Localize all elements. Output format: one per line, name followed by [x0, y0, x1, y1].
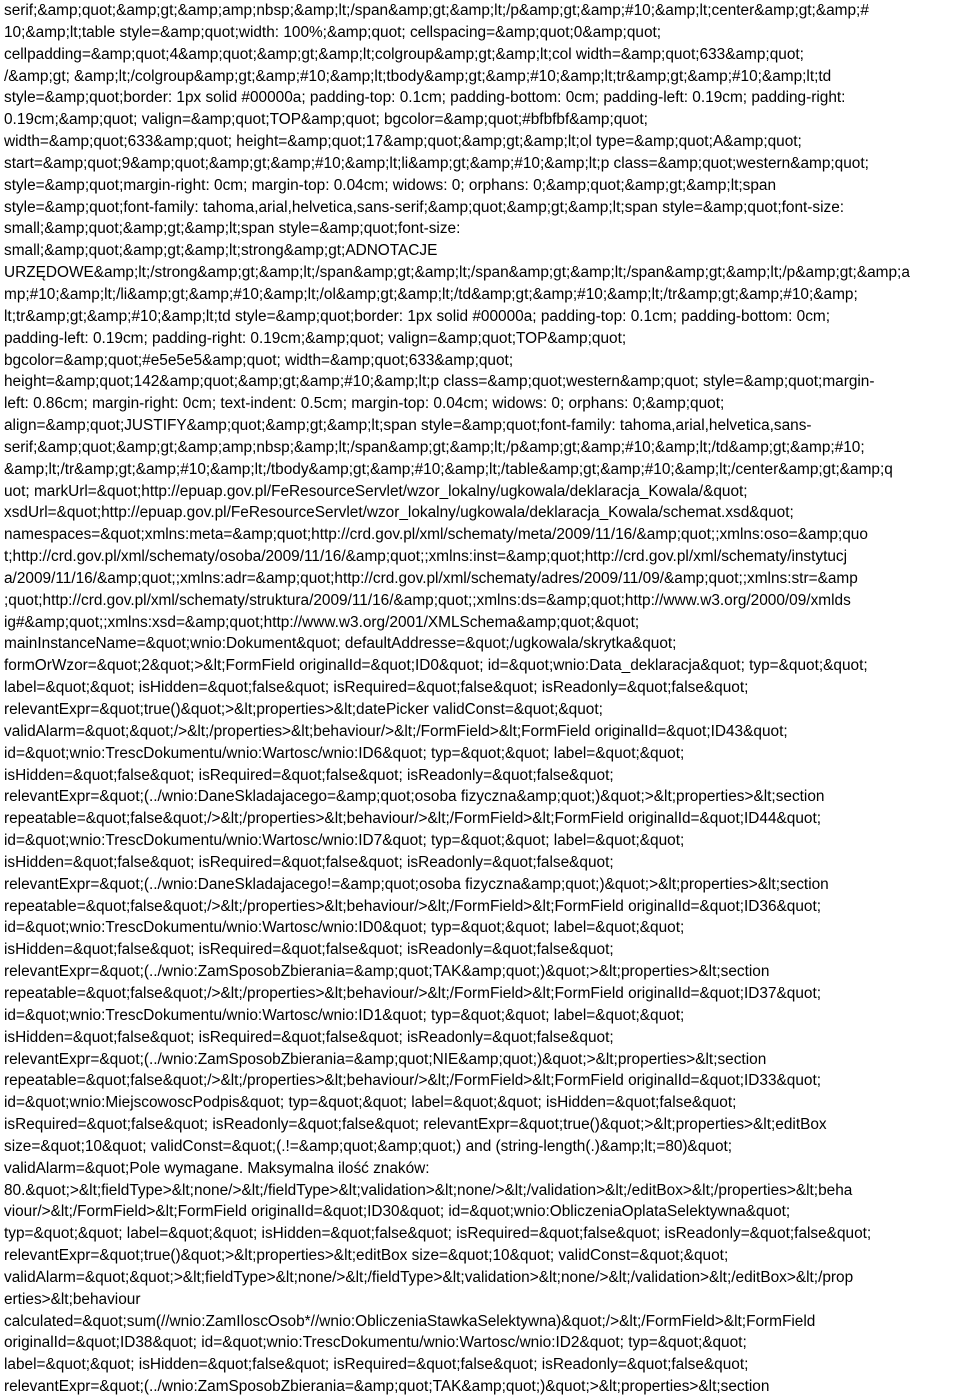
text-line: calculated=&quot;sum(//wnio:ZamIloscOsob*//wnio:ObliczeniaStawkaSelektywna)&quot;/>&lt;/FormField>&lt;FormField	[4, 1312, 816, 1330]
text-line: serif;&amp;quot;&amp;gt;&amp;amp;nbsp;&amp;lt;/span&amp;gt;&amp;lt;/p&amp;gt;&amp;#10;&amp;lt;/td&amp;gt;&amp;#10;	[4, 438, 865, 456]
text-line: relevantExpr=&quot;true()&quot;>&lt;properties>&lt;editBox size=&quot;10&quot; validConst=&quot;&quot;	[4, 1247, 729, 1265]
text-line: repeatable=&quot;false&quot;/>&lt;/properties>&lt;behaviour/>&lt;/FormField>&lt;FormField originalId=&quot;ID33&quot;	[4, 1072, 822, 1090]
text-line: label=&quot;&quot; isHidden=&quot;false&quot; isRequired=&quot;false&quot; isReadonly=&quot;false&quot;	[4, 679, 749, 697]
text-line: formOrWzor=&quot;2&quot;>&lt;FormField originalId=&quot;ID0&quot; id=&quot;wnio:Data_deklaracja&quot; typ=&quot;&quot;	[4, 657, 868, 675]
text-line: xsdUrl=&quot;http://epuap.gov.pl/FeResourceServlet/wzor_lokalny/ugkowala/deklaracja_Kowala/schemat.xsd&quot;	[4, 504, 794, 522]
text-line: bgcolor=&amp;quot;#e5e5e5&amp;quot; width=&amp;quot;633&amp;quot;	[4, 351, 514, 369]
text-line: isHidden=&quot;false&quot; isRequired=&quot;false&quot; isReadonly=&quot;false&quot;	[4, 766, 614, 784]
text-line: label=&quot;&quot; isHidden=&quot;false&quot; isRequired=&quot;false&quot; isReadonly=&quot;false&quot;	[4, 1356, 749, 1374]
text-line: mainInstanceName=&quot;wnio:Dokument&quot; defaultAddresse=&quot;/ugkowala/skrytka&quot;	[4, 635, 677, 653]
text-line: align=&amp;quot;JUSTIFY&amp;quot;&amp;gt;&amp;lt;span style=&amp;quot;font-family: tahoma,arial,helvetica,sans-	[4, 417, 812, 435]
text-line: URZĘDOWE&amp;lt;/strong&amp;gt;&amp;lt;/span&amp;gt;&amp;lt;/span&amp;gt;&amp;lt;/span&amp;gt;&amp;lt;/p&amp;gt;&amp;a	[4, 264, 910, 282]
text-line: 0.19cm;&amp;quot; valign=&amp;quot;TOP&amp;quot; bgcolor=&amp;quot;#bfbfbf&amp;quot;	[4, 111, 648, 129]
text-line: id=&quot;wnio:TrescDokumentu/wnio:Wartosc/wnio:ID7&quot; typ=&quot;&quot; label=&quot;&quot;	[4, 832, 685, 850]
text-line: repeatable=&quot;false&quot;/>&lt;/properties>&lt;behaviour/>&lt;/FormField>&lt;FormField originalId=&quot;ID36&quot;	[4, 897, 822, 915]
text-line: isRequired=&quot;false&quot; isReadonly=&quot;false&quot; relevantExpr=&quot;true()&quot;>&lt;properties>&lt;editBox	[4, 1116, 827, 1134]
text-line: a/2009/11/16/&amp;quot;;xmlns:adr=&amp;quot;http://crd.gov.pl/xml/schematy/adres/2009/11/09/&amp;quot;;xmlns:str=&amp	[4, 569, 858, 587]
text-line: height=&amp;quot;142&amp;quot;&amp;gt;&amp;#10;&amp;lt;p class=&amp;quot;western&amp;quot; style=&amp;quot;margin-	[4, 373, 875, 391]
text-line: /&amp;gt; &amp;lt;/colgroup&amp;gt;&amp;#10;&amp;lt;tbody&amp;gt;&amp;#10;&amp;lt;tr&amp;gt;&amp;#10;&amp;lt;td	[4, 67, 832, 85]
text-line: 80.&quot;>&lt;fieldType>&lt;none/>&lt;/fieldType>&lt;validation>&lt;none/>&lt;/validation>&lt;/editBox>&lt;/properties>&lt;beha	[4, 1181, 853, 1199]
text-line: size=&quot;10&quot; validConst=&quot;(.!=&amp;quot;&amp;quot;) and (string-length(.)&amp;lt;=80)&quot;	[4, 1137, 733, 1155]
text-line: small;&amp;quot;&amp;gt;&amp;lt;span style=&amp;quot;font-size:	[4, 220, 461, 238]
text-line: validAlarm=&quot;&quot;/>&lt;/properties>&lt;behaviour/>&lt;/FormField>&lt;FormField originalId=&quot;ID43&quot;	[4, 722, 788, 740]
text-line: isHidden=&quot;false&quot; isRequired=&quot;false&quot; isReadonly=&quot;false&quot;	[4, 941, 614, 959]
text-line: repeatable=&quot;false&quot;/>&lt;/properties>&lt;behaviour/>&lt;/FormField>&lt;FormField originalId=&quot;ID44&quot;	[4, 810, 822, 828]
text-line: relevantExpr=&quot;(../wnio:DaneSkladajacego!=&amp;quot;osoba fizyczna&amp;quot;)&quot;>&lt;properties>&lt;section	[4, 875, 829, 893]
text-line: width=&amp;quot;633&amp;quot; height=&amp;quot;17&amp;quot;&amp;gt;&amp;lt;ol type=&amp;quot;A&amp;quot;	[4, 133, 802, 151]
text-line: viour/>&lt;/FormField>&lt;FormField originalId=&quot;ID30&quot; id=&quot;wnio:ObliczeniaOplataSelektywna&quot;	[4, 1203, 791, 1221]
text-line: validAlarm=&quot;Pole wymagane. Maksymalna ilość znaków:	[4, 1159, 430, 1177]
text-line: padding-left: 0.19cm; padding-right: 0.19cm;&amp;quot; valign=&amp;quot;TOP&amp;quot;	[4, 329, 627, 347]
text-line: typ=&quot;&quot; label=&quot;&quot; isHidden=&quot;false&quot; isRequired=&quot;false&quot; isReadonly=&quot;false&quot;	[4, 1225, 872, 1243]
text-line: relevantExpr=&quot;(../wnio:ZamSposobZbierania=&amp;quot;NIE&amp;quot;)&quot;>&lt;properties>&lt;section	[4, 1050, 767, 1068]
text-line: small;&amp;quot;&amp;gt;&amp;lt;strong&amp;gt;ADNOTACJE	[4, 242, 438, 260]
text-line: originalId=&quot;ID38&quot; id=&quot;wnio:TrescDokumentu/wnio:Wartosc/wnio:ID2&quot; typ=&quot;&quot;	[4, 1334, 747, 1352]
text-line: id=&quot;wnio:TrescDokumentu/wnio:Wartosc/wnio:ID1&quot; typ=&quot;&quot; label=&quot;&quot;	[4, 1006, 685, 1024]
text-line: t;http://crd.gov.pl/xml/schematy/osoba/2009/11/16/&amp;quot;;xmlns:inst=&amp;quot;http://crd.gov.pl/xml/schematy/instytucj	[4, 548, 848, 566]
text-line: relevantExpr=&quot;(../wnio:DaneSkladajacego=&amp;quot;osoba fizyczna&amp;quot;)&quot;>&lt;properties>&lt;section	[4, 788, 825, 806]
text-line: 10;&amp;lt;table style=&amp;quot;width: 100%;&amp;quot; cellspacing=&amp;quot;0&amp;quot;	[4, 23, 662, 41]
text-line: repeatable=&quot;false&quot;/>&lt;/properties>&lt;behaviour/>&lt;/FormField>&lt;FormField originalId=&quot;ID37&quot;	[4, 984, 822, 1002]
text-line: &amp;lt;/tr&amp;gt;&amp;#10;&amp;lt;/tbody&amp;gt;&amp;#10;&amp;lt;/table&amp;gt;&amp;#10;&amp;lt;/center&amp;gt;&amp;q	[4, 460, 893, 478]
text-line: start=&amp;quot;9&amp;quot;&amp;gt;&amp;#10;&amp;lt;li&amp;gt;&amp;#10;&amp;lt;p class=&amp;quot;western&amp;quot;	[4, 154, 869, 172]
text-line: isHidden=&quot;false&quot; isRequired=&quot;false&quot; isReadonly=&quot;false&quot;	[4, 853, 614, 871]
text-line: cellpadding=&amp;quot;4&amp;quot;&amp;gt;&amp;lt;colgroup&amp;gt;&amp;lt;col width=&amp;quot;633&amp;quot;	[4, 45, 804, 63]
text-line: serif;&amp;quot;&amp;gt;&amp;amp;nbsp;&amp;lt;/span&amp;gt;&amp;lt;/p&amp;gt;&amp;#10;&amp;lt;center&amp;gt;&amp;#	[4, 2, 869, 19]
text-line: left: 0.86cm; margin-right: 0cm; text-indent: 0.5cm; margin-top: 0.04cm; widows: 0; orphans: 0;&amp;quot;	[4, 395, 725, 413]
text-line: validAlarm=&quot;&quot;>&lt;fieldType>&lt;none/>&lt;/fieldType>&lt;validation>&lt;none/>&lt;/validation>&lt;/editBox>&lt;/prop	[4, 1268, 854, 1286]
text-line: ig#&amp;quot;;xmlns:xsd=&amp;quot;http://www.w3.org/2001/XMLSchema&amp;quot;&quot;	[4, 613, 640, 631]
text-line: relevantExpr=&quot;(../wnio:ZamSposobZbierania=&amp;quot;TAK&amp;quot;)&quot;>&lt;properties>&lt;section	[4, 963, 770, 981]
text-line: style=&amp;quot;margin-right: 0cm; margin-top: 0.04cm; widows: 0; orphans: 0;&amp;quot;&amp;gt;&amp;lt;span	[4, 176, 777, 194]
text-line: lt;tr&amp;gt;&amp;#10;&amp;lt;td style=&amp;quot;border: 1px solid #00000a; padding-top: 0.1cm; padding-bottom: 0cm;	[4, 307, 831, 325]
text-line: relevantExpr=&quot;true()&quot;>&lt;properties>&lt;datePicker validConst=&quot;&quot;	[4, 701, 603, 718]
text-line: uot; markUrl=&quot;http://epuap.gov.pl/FeResourceServlet/wzor_lokalny/ugkowala/deklaracja_Kowala/&quot;	[4, 482, 748, 500]
text-line: id=&quot;wnio:TrescDokumentu/wnio:Wartosc/wnio:ID0&quot; typ=&quot;&quot; label=&quot;&quot;	[4, 919, 685, 937]
text-line: id=&quot;wnio:TrescDokumentu/wnio:Wartosc/wnio:ID6&quot; typ=&quot;&quot; label=&quot;&quot;	[4, 744, 685, 762]
text-line: style=&amp;quot;border: 1px solid #00000a; padding-top: 0.1cm; padding-bottom: 0cm; padding-left: 0.19cm; padding-right:	[4, 89, 846, 107]
text-line: namespaces=&quot;xmlns:meta=&amp;quot;http://crd.gov.pl/xml/schematy/meta/2009/11/16/&amp;quot;;xmlns:oso=&amp;quo	[4, 526, 868, 544]
text-line: style=&amp;quot;font-family: tahoma,arial,helvetica,sans-serif;&amp;quot;&amp;gt;&amp;lt;span style=&amp;quot;font-size:	[4, 198, 845, 216]
text-line: mp;#10;&amp;lt;/li&amp;gt;&amp;#10;&amp;lt;/ol&amp;gt;&amp;lt;/td&amp;gt;&amp;#10;&amp;lt;/tr&amp;gt;&amp;#10;&amp;	[4, 285, 858, 303]
text-line: erties>&lt;behaviour	[4, 1290, 141, 1308]
text-line: isHidden=&quot;false&quot; isRequired=&quot;false&quot; isReadonly=&quot;false&quot;	[4, 1028, 614, 1046]
text-line: ;quot;http://crd.gov.pl/xml/schematy/struktura/2009/11/16/&amp;quot;;xmlns:ds=&amp;quot;http://www.w3.org/2000/09/xmlds	[4, 591, 851, 609]
text-line: id=&quot;wnio:MiejscowoscPodpis&quot; typ=&quot;&quot; label=&quot;&quot; isHidden=&quot;false&quot;	[4, 1094, 737, 1112]
text-line: relevantExpr=&quot;(../wnio:ZamSposobZbierania=&amp;quot;TAK&amp;quot;)&quot;>&lt;properties>&lt;section	[4, 1378, 770, 1396]
